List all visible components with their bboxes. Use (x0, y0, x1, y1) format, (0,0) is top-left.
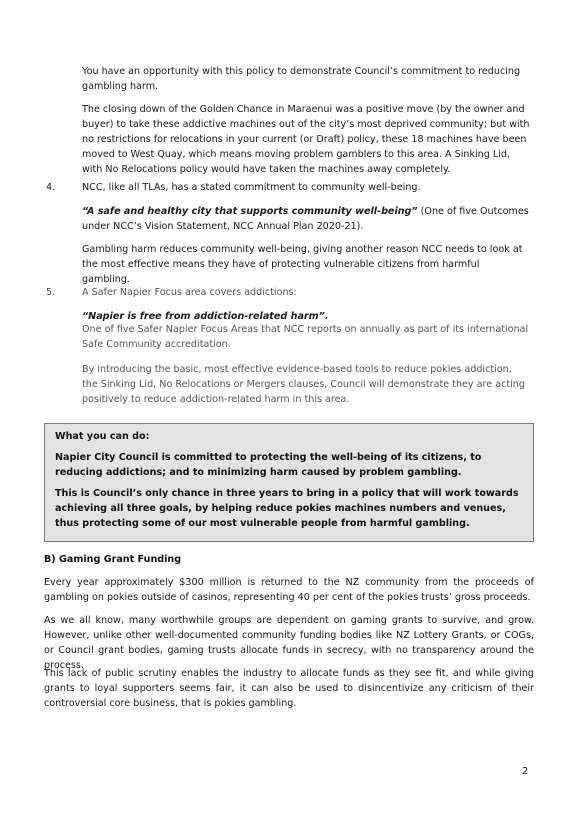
paragraph-public-scrutiny: This lack of public scrutiny enables the industry to allocate funds as they see fit, and while giving grants to loyal supporters seems fair, it can also be used to disincentivize any criticism of their controversial core business, that is pokies gambling. (44, 668, 534, 709)
item-4-quote-source: (One of five Outcomes under NCC’s Vision Statement, NCC Annual Plan 2020-21). (82, 206, 529, 232)
callout-paragraph-2: This is Council’s only chance in three years to bring in a policy that will work towards achieving all three goals, by helping reduce pokies machines numbers and venues, thus protecting some of our most vulnerable people from harmful gambling. (55, 488, 519, 529)
item-4-text: NCC, like all TLAs, has a stated commitment to community well-being. (82, 182, 421, 193)
callout-paragraph-1: Napier City Council is committed to protecting the well-being of its citizens, to reducing addictions; and to minimizing harm caused by problem gambling. (55, 452, 482, 478)
paragraph-gambling-harm: Gambling harm reduces community well-being, giving another reason NCC needs to look at the most effective means they have of protecting vulnerable citizens from harmful gambling. (82, 244, 523, 285)
page-number: 2 (522, 766, 529, 777)
paragraph-grant-proceeds: Every year approximately $300 million is returned to the NZ community from the proceeds of gambling on pokies outside of casinos, representing 40 per cent of the pokies trusts’ gross proceeds. (44, 577, 534, 603)
item-5-quote-note: One of five Safer Napier Focus Areas that NCC reports on annually as part of its international Safe Community accreditation. (82, 324, 529, 350)
item-number-5: 5. (46, 287, 56, 298)
item-number-4: 4. (46, 182, 56, 193)
item-4-quote-paragraph (82, 204, 530, 234)
item-4-quote: “A safe and healthy city that supports community well-being” (82, 206, 418, 217)
paragraph-evidence-based-tools: By introducing the basic, most effective evidence-based tools to reduce pokies addiction, the Sinking Lid, No Relocations or Mergers clauses, Council will demonstrate they are acting positively to reduce addiction-related harm in this area. (82, 364, 525, 405)
paragraph-opportunity: You have an opportunity with this policy to demonstrate Council’s commitment to reducing gambling harm. (82, 66, 521, 92)
section-b-heading: B) Gaming Grant Funding (44, 554, 182, 565)
callout-box (44, 423, 534, 542)
paragraph-golden-chance: The closing down of the Golden Chance in Maraenui was a positive move (by the owner and buyer) to take these addictive machines out of the city’s most deprived community; but with no restrictions for relocations in your current (or Draft) policy, these 18 machines have been moved to West Quay, which means moving problem gamblers to this area. A Sinking Lid, with No Relocations policy would have taken the machines away completely. (82, 104, 530, 175)
paragraph-gaming-trusts: As we all know, many worthwhile groups are dependent on gaming grants to survive, and grow. However, unlike other well-documented community funding bodies like NZ Lottery Grants, or COGs, or Council grant bodies, gaming trusts allocate funds in secrecy, with no transparency around the process. (44, 615, 534, 671)
item-5-text: A Safer Napier Focus area covers addictions: (82, 287, 297, 298)
callout-heading: What you can do: (55, 431, 150, 442)
item-5-quote: “Napier is free from addiction-related harm”. (82, 311, 329, 322)
